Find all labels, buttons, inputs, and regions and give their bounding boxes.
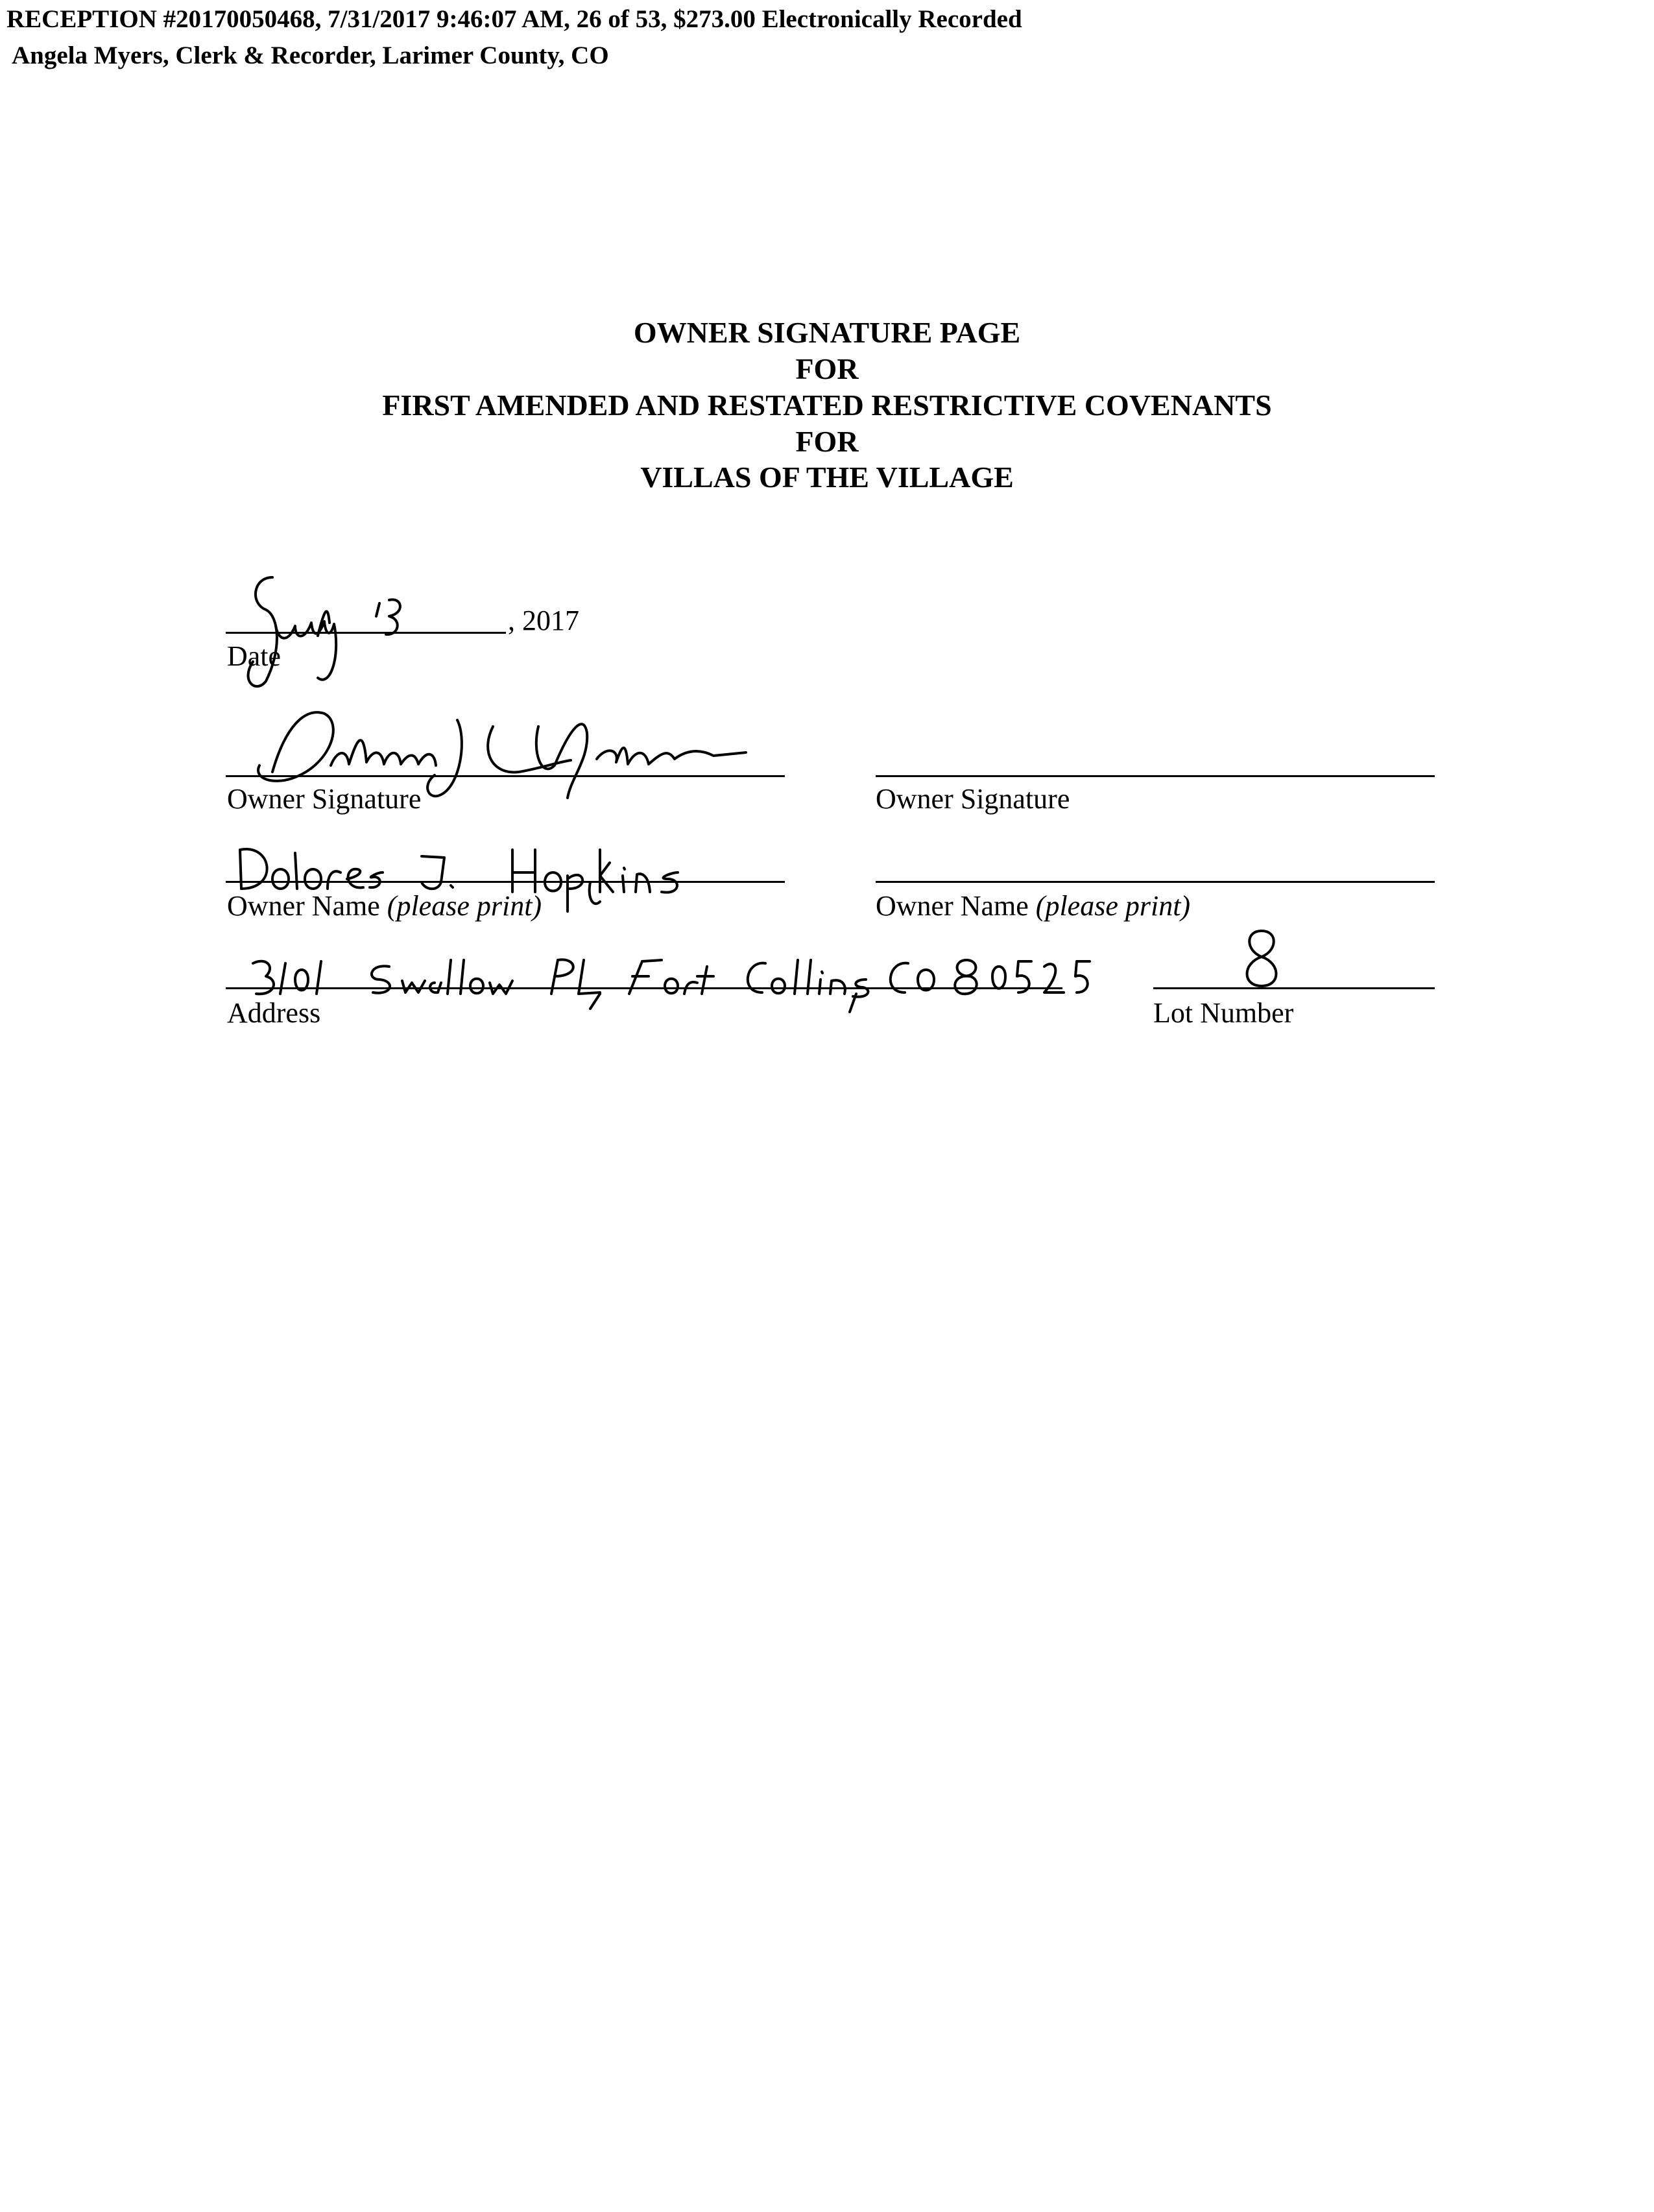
owner1-signature-handwriting — [234, 688, 791, 811]
lot-number-handwriting — [1232, 924, 1291, 996]
lot-number-line — [1153, 987, 1435, 989]
owner2-name-label-text: Owner Name — [876, 890, 1029, 922]
owner1-name-handwriting — [227, 837, 785, 928]
address-label: Address — [227, 997, 321, 1029]
owner1-signature-label: Owner Signature — [227, 783, 422, 815]
title-line-2: FOR — [795, 352, 859, 385]
owner2-name-label — [876, 892, 1190, 920]
title-line-4: FOR — [795, 425, 859, 458]
owner1-name-label-text: Owner Name — [227, 890, 380, 922]
address-handwriting — [240, 947, 1122, 1025]
owner2-name-line — [876, 881, 1435, 883]
owner2-name-hint: (please print) — [1035, 890, 1191, 922]
owner2-signature-label: Owner Signature — [876, 783, 1070, 815]
recording-header-line2: Angela Myers, Clerk & Recorder, Larimer County, CO — [12, 42, 609, 69]
date-handwriting — [214, 564, 486, 694]
name-stroke-mark — [584, 879, 610, 918]
owner1-name-hint: (please print) — [387, 890, 542, 922]
owner2-signature-line — [876, 775, 1435, 777]
lot-number-label: Lot Number — [1153, 997, 1294, 1029]
date-year: , 2017 — [508, 605, 579, 636]
title-line-1: OWNER SIGNATURE PAGE — [633, 316, 1021, 349]
title-line-3: FIRST AMENDED AND RESTATED RESTRICTIVE COVENANTS — [382, 389, 1272, 422]
recording-header-line1: RECEPTION #20170050468, 7/31/2017 9:46:07 AM, 26 of 53, $273.00 Electronically Recorded — [6, 5, 1022, 33]
title-line-5: VILLAS OF THE VILLAGE — [640, 461, 1014, 494]
date-label: Date — [227, 640, 282, 672]
